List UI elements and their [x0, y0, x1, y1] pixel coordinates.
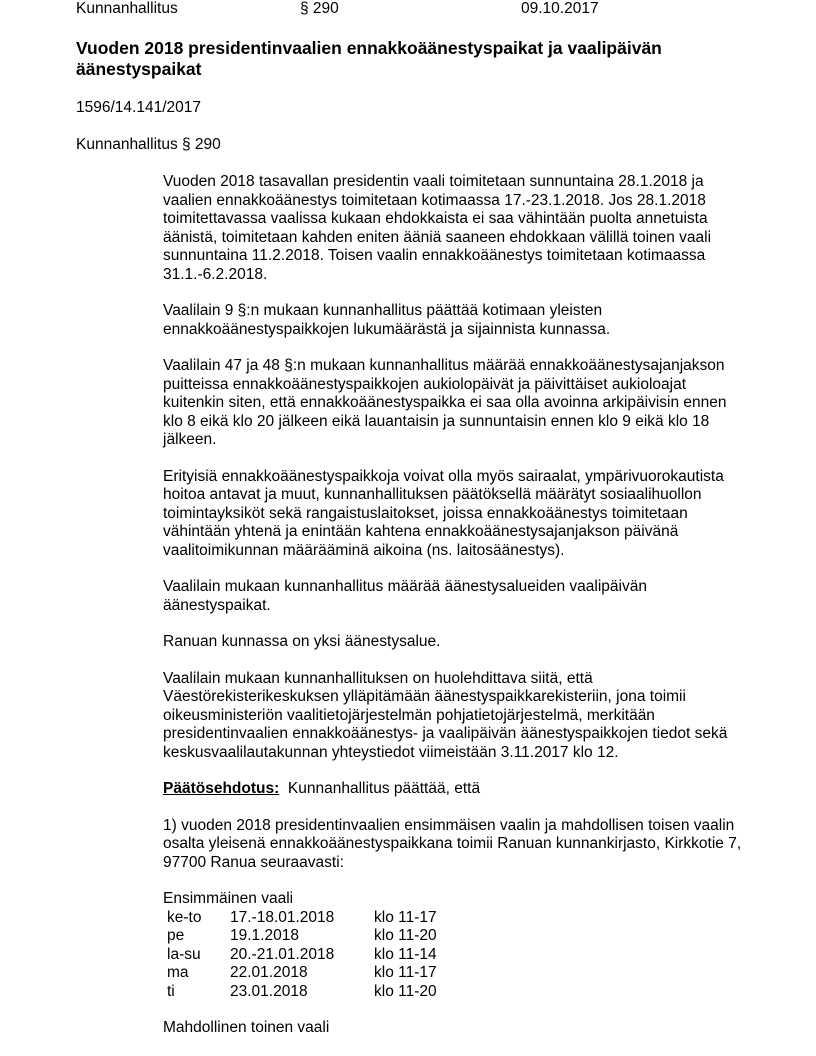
- document-title: Vuoden 2018 presidentinvaalien ennakkoäänestyspaikat ja vaalipäivän äänestyspaikat: [76, 38, 662, 79]
- schedule-date: 20.-21.01.2018: [230, 945, 335, 963]
- first-round-schedule: [163, 909, 441, 1002]
- proposal-text: Kunnanhallitus päättää, että: [287, 780, 481, 797]
- table-row: [163, 909, 441, 928]
- schedule-date: 17.-18.01.2018: [230, 908, 335, 926]
- header-date: 09.10.2017: [521, 0, 599, 17]
- schedule-time: klo 11-20: [374, 982, 437, 1000]
- paragraph: Vaalilain mukaan kunnanhallitus määrää äänestysalueiden vaalipäivän äänestyspaikat.: [163, 578, 647, 614]
- second-round-title: Mahdollinen toinen vaali: [163, 1019, 330, 1036]
- schedule-day: ti: [167, 982, 175, 1000]
- paragraph: Erityisiä ennakkoäänestyspaikkoja voivat olla myös sairaalat, ympärivuorokautista hoitoa antavat ja muut, kunnanhallituksen päätöksellä määrätyt sosiaalihuollon toimintayksiköt sekä rangaistuslaitokset, joissa ennakkoäänestys toimitetaan vähintään yhtenä ja enintään kahtena ennakkoäänestysajanjakson päivänä vaalitoimikunnan määrääminä aikoina (ns. laitosäänestys).: [163, 467, 724, 559]
- proposal-item-1: 1) vuoden 2018 presidentinvaalien ensimmäisen vaalin ja mahdollisen toisen vaalin osalta yleisenä ennakkoäänestyspaikkana toimii Ranuan kunnankirjasto, Kirkkotie 7, 97700 Ranua seuraavasti:: [163, 816, 742, 871]
- table-row: [163, 946, 441, 965]
- schedule-time: klo 11-14: [374, 945, 437, 963]
- schedule-date: 22.01.2018: [230, 964, 308, 981]
- proposal-label: Päätösehdotus:: [163, 780, 280, 797]
- document-body: [163, 173, 743, 1038]
- schedule-time: klo 11-17: [374, 908, 437, 926]
- paragraph: Vaalilain mukaan kunnanhallituksen on huolehdittava siitä, että Väestörekisterikeskuksen ylläpitämään äänestyspaikkarekisteriin, jona toimii oikeusministeriön vaalitietojärjestelmän pohjatietojärjestelmä, merkitään presidentinvaalien ennakkoäänestys- ja vaalipäivän äänestyspaikkojen tiedot sekä keskusvaalilautakunnan yhteystiedot viimeistään 3.11.2017 klo 12.: [163, 669, 728, 761]
- schedule-day: ma: [167, 964, 189, 981]
- schedule-date: 19.1.2018: [230, 927, 299, 944]
- table-row: [163, 964, 441, 983]
- schedule-date: 23.01.2018: [230, 982, 308, 1000]
- record-number: 1596/14.141/2017: [76, 99, 201, 116]
- table-row: [163, 927, 441, 946]
- header-body: Kunnanhallitus: [76, 0, 178, 17]
- first-round-title: Ensimmäinen vaali: [163, 890, 294, 907]
- schedule-time: klo 11-20: [374, 927, 437, 944]
- header-section: § 290: [300, 0, 339, 17]
- schedule-day: ke-to: [167, 908, 202, 926]
- schedule-day: la-su: [167, 945, 201, 963]
- table-row: [163, 983, 441, 1002]
- section-reference: Kunnanhallitus § 290: [76, 136, 221, 153]
- page-header: [76, 0, 776, 20]
- paragraph: Vaalilain 47 ja 48 §:n mukaan kunnanhallitus määrää ennakkoäänestysajanjakson puitteissa ennakkoäänestyspaikkojen aukiolopäivät ja päivittäiset aukioloajat kuitenkin siten, että ennakkoäänestyspaikka ei saa olla avoinna arkipäivisin ennen klo 8 eikä klo 20 jälkeen eikä lauantaisin ja sunnuntaisin ennen klo 9 eikä klo 18 jälkeen.: [163, 357, 727, 448]
- paragraph: Vuoden 2018 tasavallan presidentin vaali toimitetaan sunnuntaina 28.1.2018 ja vaalien ennakkoäänestys toimitetaan kotimaassa 17.-23.1.2018. Jos 28.1.2018 toimitettavassa vaalissa kukaan ehdokkaista ei saa vähintään puolta annetuista äänistä, toimitetaan kahden eniten ääniä saaneen ehdokkaan välillä toinen vaali sunnuntaina 11.2.2018. Toisen vaalin ennakkoäänestys toimitetaan kotimaassa 31.1.-6.2.2018.: [163, 173, 712, 283]
- paragraph: Ranuan kunnassa on yksi äänestysalue.: [163, 633, 441, 650]
- schedule-day: pe: [167, 927, 185, 944]
- paragraph: Vaalilain 9 §:n mukaan kunnanhallitus päättää kotimaan yleisten ennakkoäänestyspaikkojen lukumäärästä ja sijainnista kunnassa.: [163, 302, 611, 338]
- proposal: [163, 780, 743, 799]
- schedule-time: klo 11-17: [374, 964, 437, 981]
